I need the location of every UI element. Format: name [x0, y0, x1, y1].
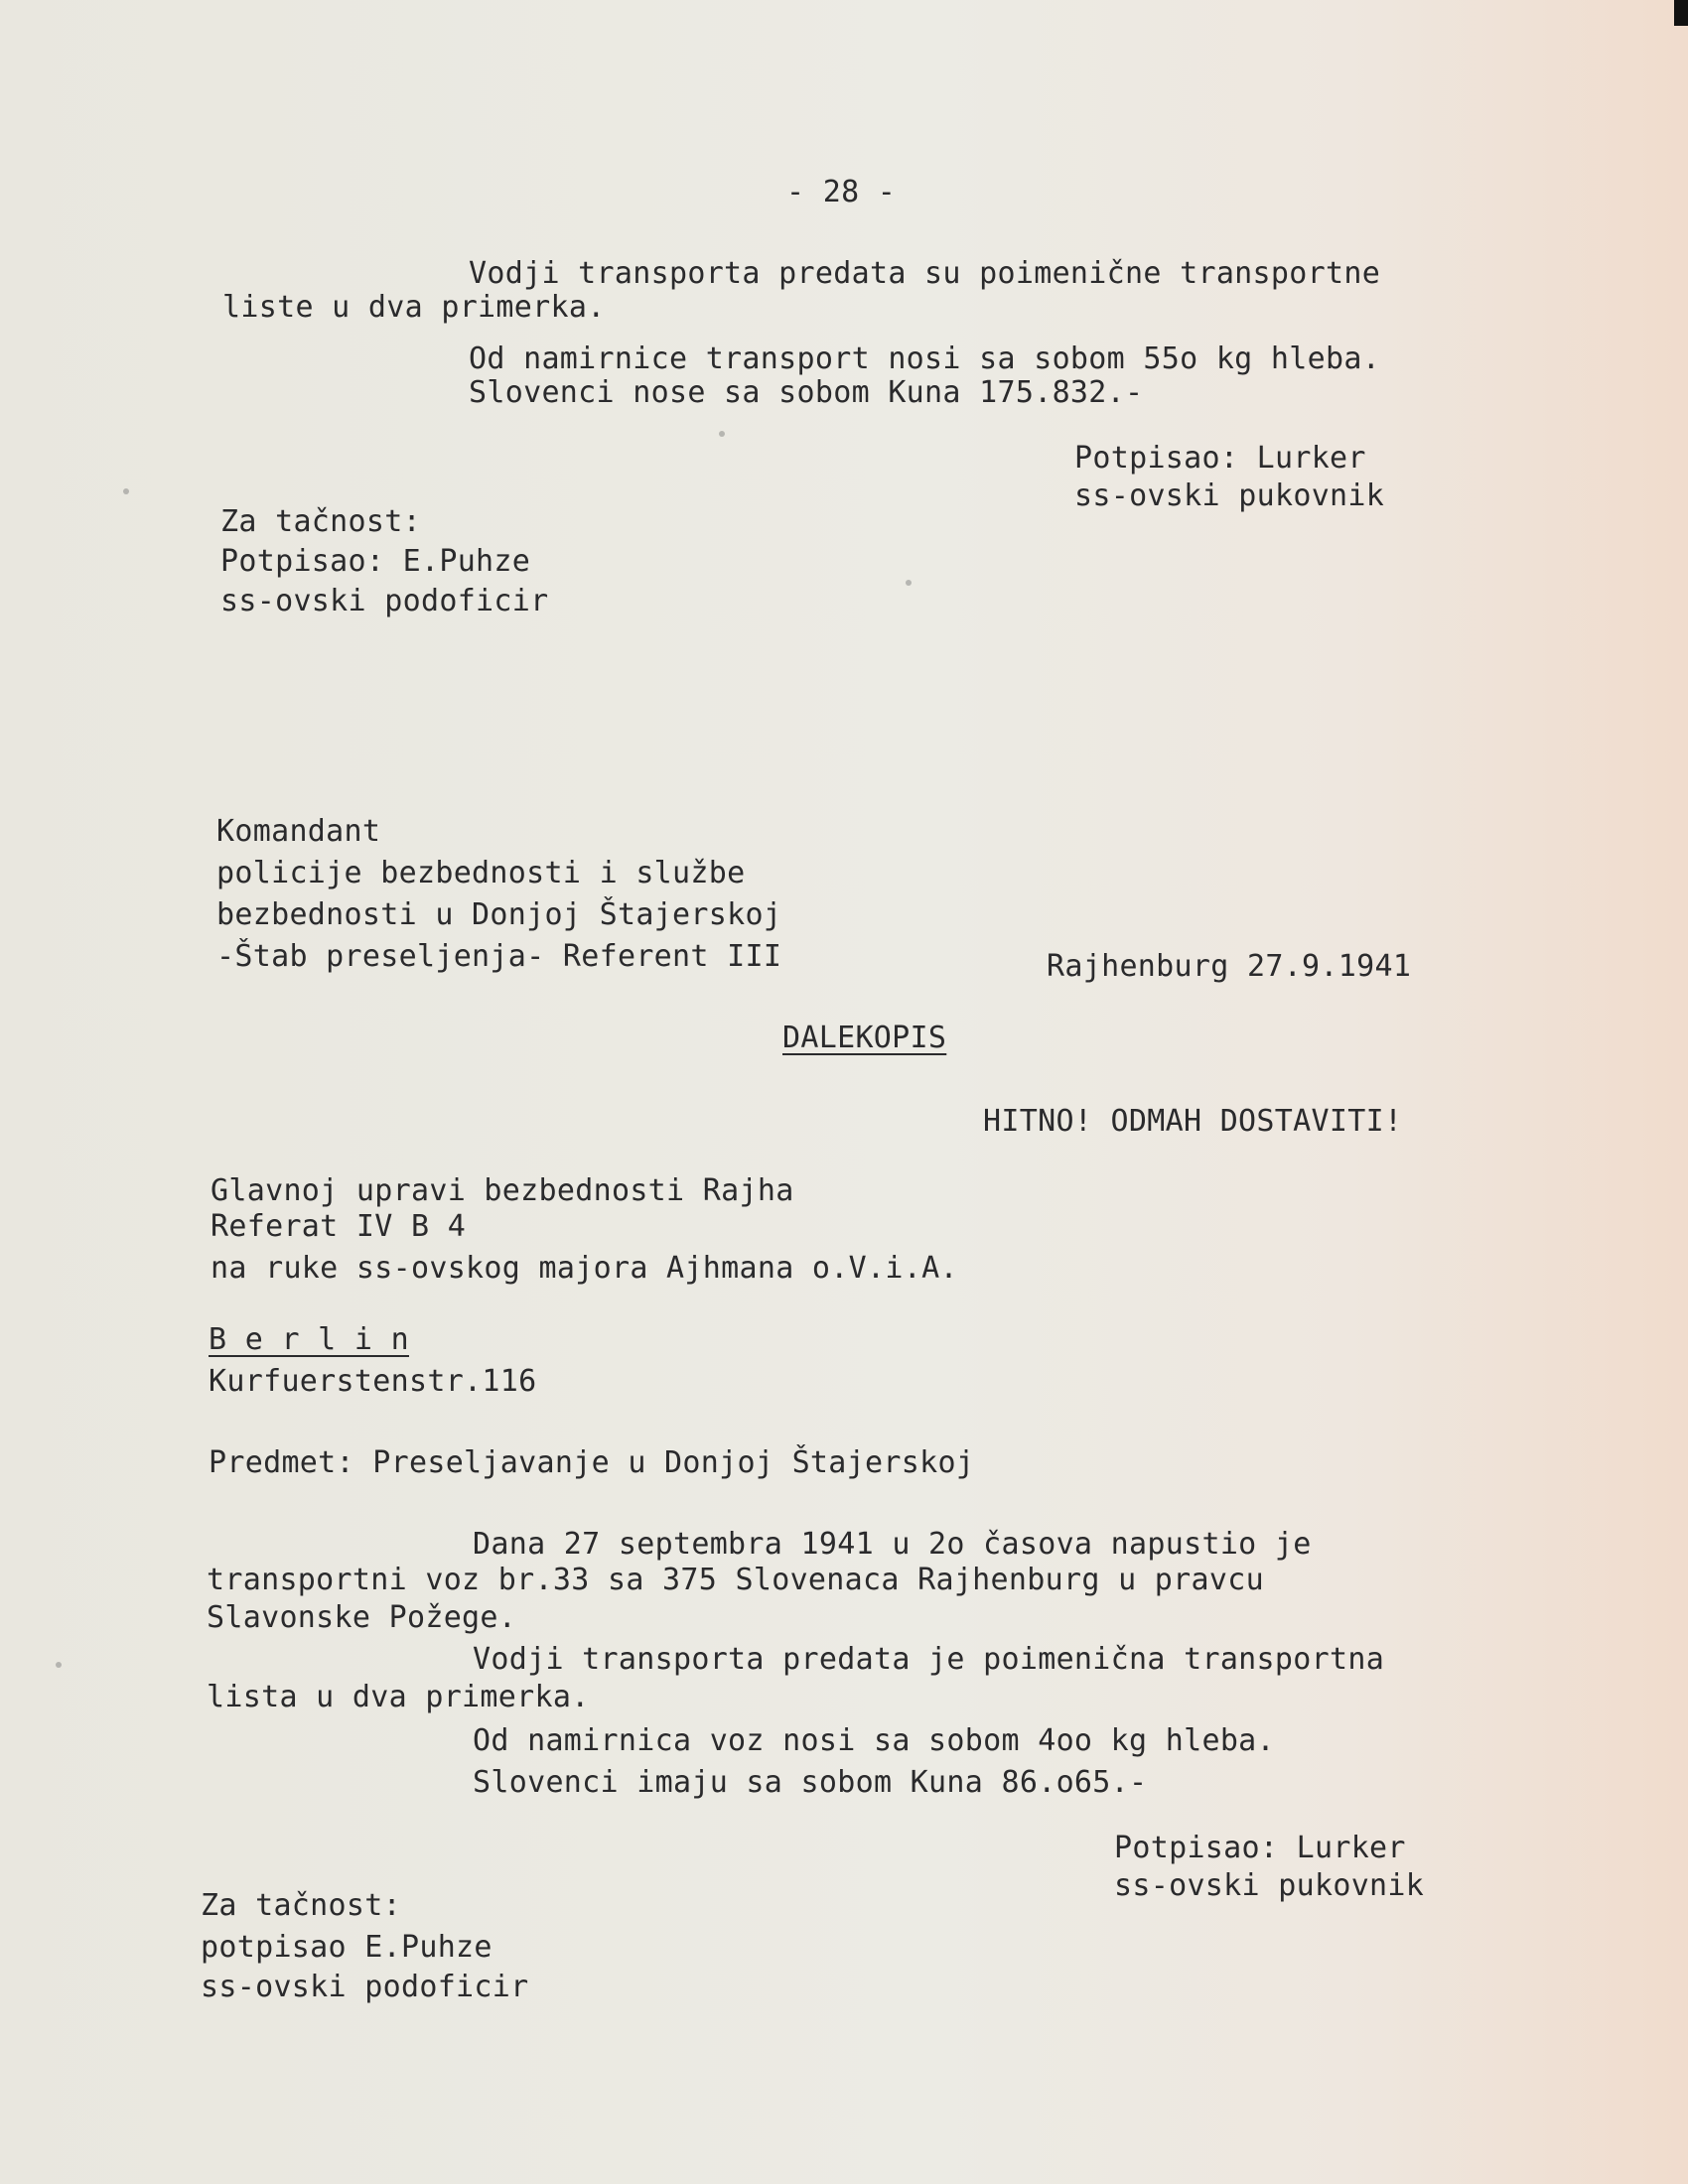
paragraph-money: Slovenci nose sa sobom Kuna 175.832.-	[469, 375, 1144, 410]
recipient-street: Kurfuerstenstr.116	[209, 1364, 537, 1399]
scan-speck	[123, 488, 129, 494]
signature-rank: ss-ovski pukovnik	[1074, 478, 1385, 513]
sender-line-2: policije bezbednosti i službe	[216, 856, 746, 890]
subject-line: Predmet: Preseljavanje u Donjoj Štajerskoj	[209, 1445, 975, 1480]
sender-line-3: bezbednosti u Donjoj Štajerskoj	[216, 897, 782, 932]
body-provisions: Od namirnica voz nosi sa sobom 4oo kg hleba.	[473, 1723, 1275, 1758]
recipient-line-2: Referat IV B 4	[211, 1209, 467, 1244]
certification-heading-2: Za tačnost:	[201, 1888, 401, 1923]
signature-rank-2: ss-ovski pukovnik	[1114, 1868, 1425, 1903]
certification-rank: ss-ovski podoficir	[220, 584, 549, 618]
sender-line-1: Komandant	[216, 814, 381, 849]
body-money: Slovenci imaju sa sobom Kuna 86.o65.-	[473, 1765, 1148, 1800]
body-departure-line1: Dana 27 septembra 1941 u 2o časova napustio je	[473, 1527, 1312, 1562]
paragraph-provisions: Od namirnice transport nosi sa sobom 55o kg hleba.	[469, 341, 1381, 376]
paragraph-transport-lists-line1: Vodji transporta predata su poimenične transportne	[469, 256, 1381, 291]
recipient-line-3: na ruke ss-ovskog majora Ajhmana o.V.i.A.	[211, 1251, 958, 1286]
body-departure-line3: Slavonske Požege.	[207, 1600, 517, 1635]
scan-speck	[906, 580, 912, 586]
document-type-heading: DALEKOPIS	[782, 1021, 947, 1055]
page-number: - 28 -	[786, 175, 897, 209]
sender-line-4: -Štab preseljenja- Referent III	[216, 939, 782, 974]
page-edge-mark	[1674, 0, 1688, 26]
scan-speck	[56, 1662, 62, 1668]
certification-heading: Za tačnost:	[220, 504, 421, 539]
body-lists-line1: Vodji transporta predata je poimenična transportna	[473, 1642, 1385, 1677]
signature-name-2: Potpisao: Lurker	[1114, 1831, 1406, 1865]
scan-speck	[719, 431, 725, 437]
urgency-note: HITNO! ODMAH DOSTAVITI!	[983, 1104, 1403, 1139]
body-lists-line2: lista u dva primerka.	[207, 1680, 590, 1714]
certification-signed-2: potpisao E.Puhze	[201, 1930, 492, 1965]
signature-name: Potpisao: Lurker	[1074, 441, 1366, 476]
recipient-line-1: Glavnoj upravi bezbednosti Rajha	[211, 1173, 794, 1208]
certification-rank-2: ss-ovski podoficir	[201, 1970, 529, 2004]
recipient-city: B e r l i n	[209, 1322, 409, 1357]
body-departure-line2: transportni voz br.33 sa 375 Slovenaca Rajhenburg u pravcu	[207, 1563, 1264, 1597]
place-and-date: Rajhenburg 27.9.1941	[1047, 949, 1412, 984]
paragraph-transport-lists-line2: liste u dva primerka.	[222, 290, 606, 325]
certification-signed: Potpisao: E.Puhze	[220, 544, 531, 579]
